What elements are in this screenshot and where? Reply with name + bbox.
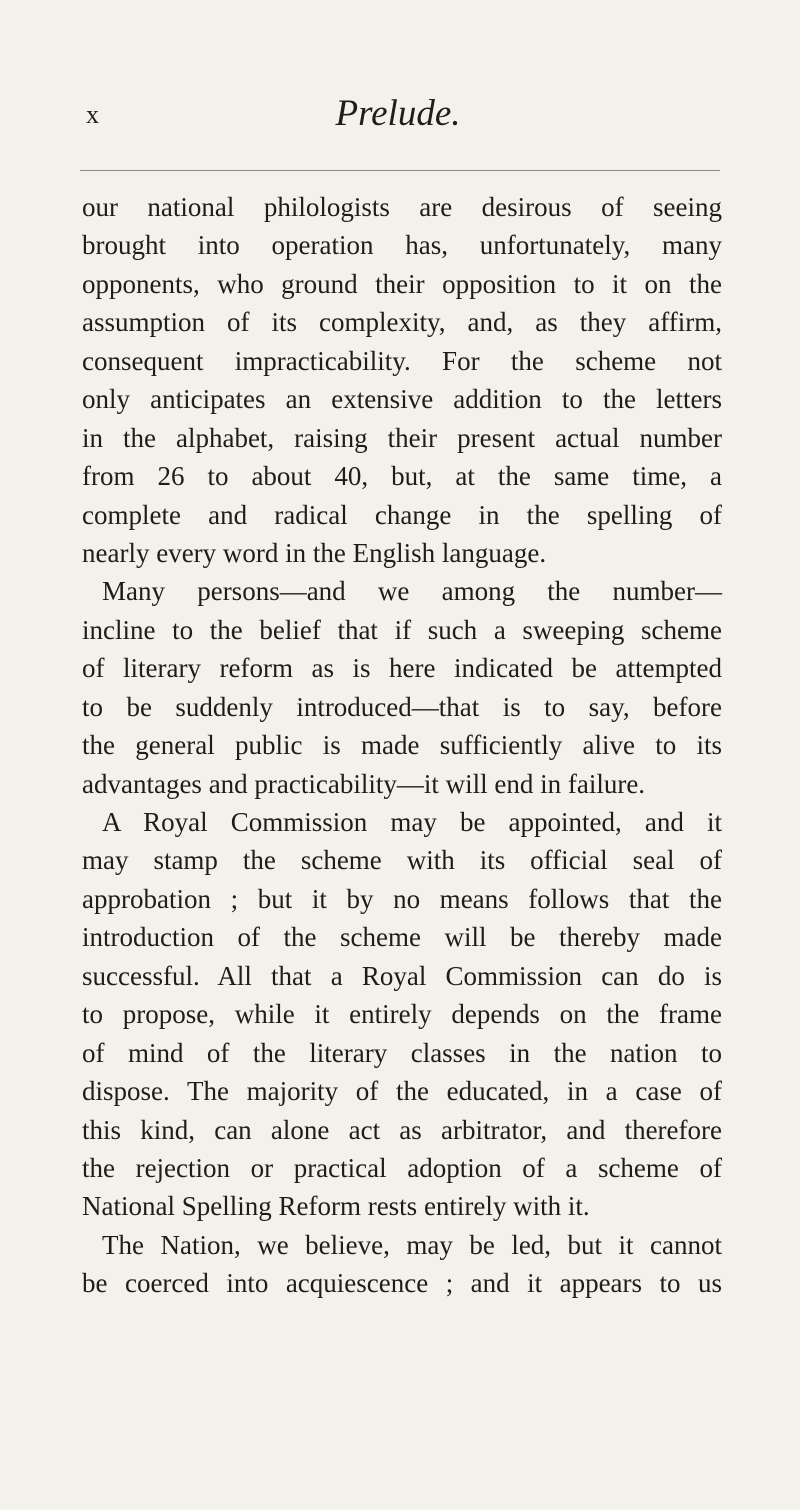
text-line: of mind of the literary classes in the nation to — [82, 1037, 722, 1068]
text-line: consequent impracticability. For the scheme not — [82, 345, 722, 376]
text-line: our national philologists are desirous of seeing — [82, 192, 722, 222]
text-line: assumption of its complexity, and, as they affirm, — [82, 307, 722, 338]
running-title: Prelude. — [335, 93, 461, 134]
text-line: Many persons—and we among the number— — [102, 576, 722, 607]
header-rule — [80, 170, 720, 171]
text-line: the general public is made sufficiently alive to its — [82, 730, 722, 761]
text-line: dispose. The majority of the educated, in a case of — [82, 1076, 722, 1107]
text-line: incline to the belief that if such a sweeping scheme — [82, 614, 722, 645]
text-line: brought into operation has, unfortunately, many — [82, 230, 722, 261]
text-line: from 26 to about 40, but, at the same time, a — [82, 461, 722, 492]
text-line: complete and radical change in the spelling of — [82, 499, 722, 530]
text-line: A Royal Commission may be appointed, and it — [102, 807, 722, 837]
text-line: the rejection or practical adoption of a scheme of — [82, 1152, 722, 1183]
text-line: of literary reform as is here indicated be attempted — [82, 653, 722, 684]
text-line: this kind, can alone act as arbitrator, and therefore — [82, 1114, 722, 1145]
text-line: opponents, who ground their opposition to it on the — [82, 268, 722, 299]
text-line: National Spelling Reform rests entirely with it. — [82, 1191, 590, 1222]
text-line: nearly every word in the English language. — [82, 537, 547, 568]
text-line: only anticipates an extensive addition to the letters — [82, 384, 722, 415]
body-text — [82, 188, 722, 1303]
text-line: successful. All that a Royal Commission can do is — [82, 960, 722, 991]
text-line: The Nation, we believe, may be led, but it cannot — [102, 1229, 722, 1260]
page-number: x — [86, 100, 100, 129]
text-line: be coerced into acquiescence ; and it appears to us — [82, 1268, 722, 1299]
text-line: to propose, while it entirely depends on the frame — [82, 999, 722, 1030]
text-line: introduction of the scheme will be thereby made — [82, 922, 722, 953]
text-line: may stamp the scheme with its official seal of — [82, 845, 722, 876]
text-line: advantages and practicability—it will end in failure. — [82, 768, 646, 799]
text-line: approbation ; but it by no means follows that the — [82, 883, 722, 914]
text-line: to be suddenly introduced—that is to say, before — [82, 691, 722, 722]
running-head — [68, 82, 728, 132]
text-line: in the alphabet, raising their present actual number — [82, 422, 722, 453]
